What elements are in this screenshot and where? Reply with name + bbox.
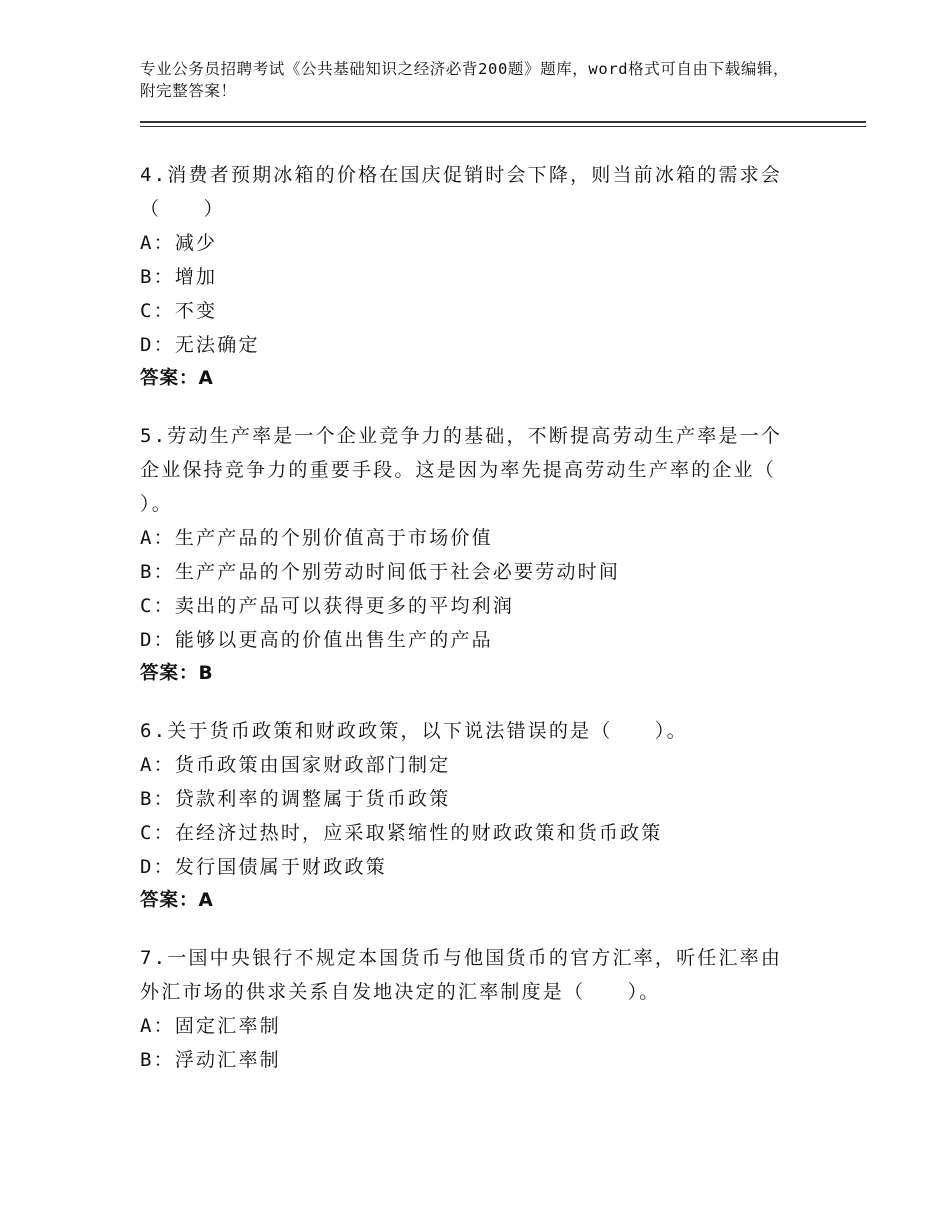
option-a: A：减少 [140,232,218,254]
answer: 答案：B [140,663,214,684]
option-d: D：无法确定 [140,334,260,356]
option-d: D：发行国债属于财政政策 [140,856,387,878]
header-divider-thin [140,126,866,127]
option-c: C：不变 [140,300,218,322]
question-7 [140,941,800,1077]
question-text: 7.一国中央银行不规定本国货币与他国货币的官方汇率，听任汇率由外汇市场的供求关系自发地决定的汇率制度是（ ）。 [140,947,783,1003]
option-b: B：增加 [140,266,218,288]
answer: 答案：A [140,368,214,389]
document-header: 专业公务员招聘考试《公共基础知识之经济必背200题》题库，word格式可自由下载编辑，附完整答案！ [140,60,790,100]
question-5 [140,419,800,691]
option-b: B：贷款利率的调整属于货币政策 [140,788,451,810]
option-c: C：在经济过热时，应采取紧缩性的财政政策和货币政策 [140,822,663,844]
question-text: 6.关于货币政策和财政政策，以下说法错误的是（ ）。 [140,720,688,742]
option-b: B：生产产品的个别劳动时间低于社会必要劳动时间 [140,561,621,583]
question-text: 4.消费者预期冰箱的价格在国庆促销时会下降，则当前冰箱的需求会（ ） [140,164,783,220]
option-a: A：固定汇率制 [140,1015,281,1037]
option-c: C：卖出的产品可以获得更多的平均利润 [140,595,515,617]
question-text: 5.劳动生产率是一个企业竞争力的基础，不断提高劳动生产率是一个企业保持竞争力的重要手段。这是因为率先提高劳动生产率的企业（ ）。 [140,425,783,515]
option-a: A：生产产品的个别价值高于市场价值 [140,527,493,549]
header-divider [140,121,866,123]
option-d: D：能够以更高的价值出售生产的产品 [140,629,493,651]
option-a: A：货币政策由国家财政部门制定 [140,754,451,776]
question-list [140,158,800,1100]
question-6 [140,714,800,918]
question-4 [140,158,800,396]
option-b: B：浮动汇率制 [140,1049,281,1071]
answer: 答案：A [140,890,214,911]
